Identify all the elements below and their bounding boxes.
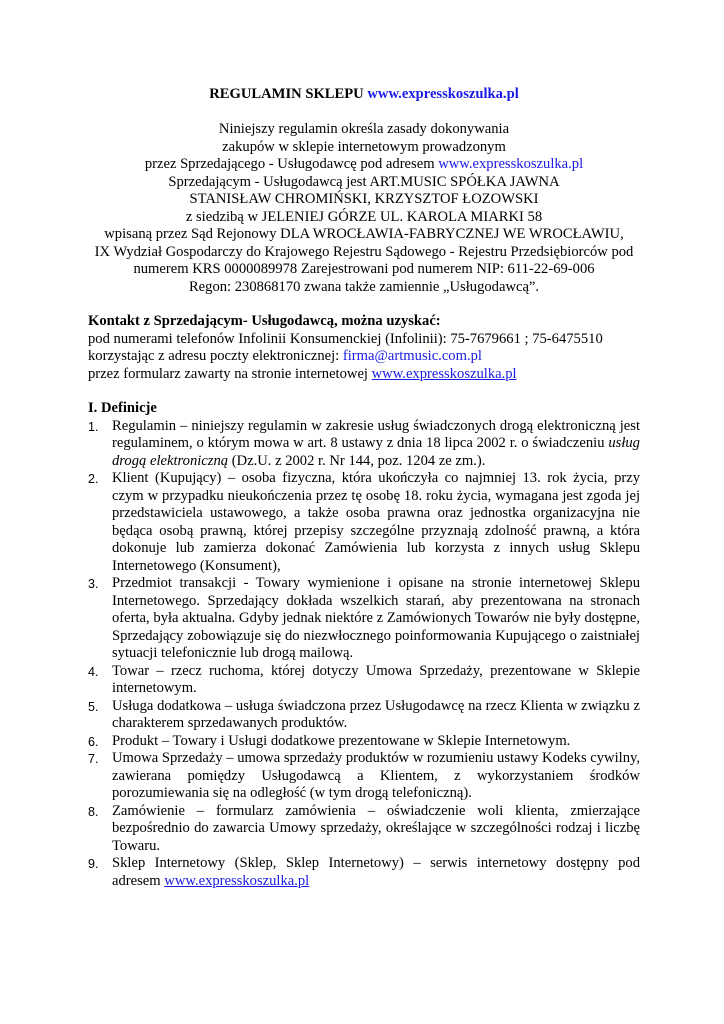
list-item-number: 2. [88, 472, 99, 486]
list-item-number: 8. [88, 804, 99, 819]
contact-email-text: korzystając z adresu poczty elektronicznej: [88, 348, 340, 364]
list-item [88, 418, 640, 471]
contact-form-text: przez formularz zawarty na stronie internetowej [88, 365, 368, 382]
intro-line-3 [88, 156, 640, 174]
intro-line-7: wpisaną przez Sąd Rejonowy DLA WROCŁAWIA-FABRYCZNEJ WE WROCŁAWIU, [104, 226, 624, 242]
intro-shop-link[interactable]: www.expresskoszulka.pl [438, 156, 584, 172]
intro-line-10: Regon: 230868170 zwana także zamiennie „Usługodawcą”. [188, 278, 540, 295]
intro-line-5: STANISŁAW CHROMIŃSKI, KRZYSZTOF ŁOZOWSKI [189, 191, 539, 207]
intro-line-2: zakupów w sklepie internetowym prowadzonym [222, 138, 506, 155]
list-item-text: Zamówienie – formularz zamówienia – oświadczenie woli klienta, zmierzające bezpośrednio do zawarcia Umowy sprzedaży, określające w szczególności rodzaj i liczbę Towaru. [112, 802, 640, 854]
contact-email-line [88, 348, 640, 366]
list-item-text: Klient (Kupujący) – osoba fizyczna, która ukończyła co najmniej 13. rok życia, przy czym w przypadku nieukończenia przez tę osobę 18. roku życia, wymagana jest zgoda jej przedstawiciela ustawowego, a także osoba prawna oraz jednostka organizacyjna nie będąca osobą prawną, której przepisy szczególne przyznają zdolność prawną, a która dokonuje lub zamierza dokonać Zamówienia lub korzysta z innych usług Sklepu Internetowego (Konsument), [112, 470, 640, 574]
contact-form-link[interactable]: www.expresskoszulka.pl [371, 365, 517, 382]
list-item-italic: usług drogą elektroniczną [112, 435, 640, 469]
intro-line-4: Sprzedającym - Usługodawcą jest ART.MUSIC SPÓŁKA JAWNA [168, 173, 560, 190]
list-item-number: 3. [88, 577, 99, 591]
list-item [88, 575, 640, 663]
intro-line-1: Niniejszy regulamin określa zasady dokonywania [218, 121, 510, 137]
intro-line-6: z siedzibą w JELENIEJ GÓRZE UL. KAROLA MIARKI 58 [185, 208, 543, 225]
definitions-list [88, 418, 640, 891]
list-item-text: Regulamin – niniejszy regulamin w zakresie usług świadczonych drogą elektroniczną jest regulaminem, o którym mowa w art. 8 ustawy z dnia 18 lipca 2002 r. o świadczeniu [112, 417, 640, 451]
list-item [88, 698, 640, 733]
contact-phone-line: pod numerami telefonów Infolinii Konsumenckiej (Infolinii): 75-7679661 ; 75-6475510 [88, 330, 603, 347]
list-item-number: 5. [88, 699, 99, 714]
title-text: REGULAMIN SKLEPU [209, 86, 364, 102]
list-item-number: 6. [88, 734, 99, 749]
list-item-text: Sklep Internetowy (Sklep, Sklep Internetowy) – serwis internetowy dostępny pod adresem [112, 855, 640, 889]
list-item [88, 855, 640, 890]
list-item [88, 803, 640, 856]
list-item-number: 7. [88, 752, 99, 766]
list-item-number: 4. [88, 664, 99, 679]
document-title [88, 86, 640, 104]
list-item-text: Umowa Sprzedaży – umowa sprzedaży produktów w rozumieniu ustawy Kodeks cywilny, zawierana pomiędzy Usługodawcą a Klientem, z wykorzystaniem środków porozumiewania się na odległość (w tym drogą telefoniczną). [112, 750, 640, 801]
list-item-text-after: (Dz.U. z 2002 r. Nr 144, poz. 1204 ze zm.). [231, 452, 486, 469]
list-item [88, 750, 640, 803]
list-item [88, 470, 640, 575]
intro-line-8: IX Wydział Gospodarczy do Krajowego Rejestru Sądowego - Rejestru Przedsiębiorców pod [94, 243, 634, 260]
contact-block [88, 313, 640, 383]
contact-form-line [88, 366, 640, 384]
list-item-text: Towar – rzecz ruchoma, której dotyczy Umowa Sprzedaży, prezentowane w Sklepie internetowym. [112, 662, 640, 696]
intro-block [88, 121, 640, 296]
title-link[interactable]: www.expresskoszulka.pl [367, 86, 519, 102]
shop-address-link[interactable]: www.expresskoszulka.pl [164, 872, 310, 889]
list-item-number: 9. [88, 857, 99, 871]
document-page [88, 86, 640, 890]
definitions-heading: I. Definicje [88, 400, 157, 416]
list-item [88, 733, 640, 751]
list-item-number: 1. [88, 419, 99, 434]
list-item-text: Produkt – Towary i Usługi dodatkowe prezentowane w Sklepie Internetowym. [112, 732, 571, 749]
list-item [88, 663, 640, 698]
contact-heading: Kontakt z Sprzedającym- Usługodawcą, można uzyskać: [88, 313, 441, 329]
contact-email-link[interactable]: firma@artmusic.com.pl [342, 348, 482, 364]
list-item-text: Przedmiot transakcji - Towary wymienione i opisane na stronie internetowej Sklepu Internetowego. Sprzedający dokłada wszelkich starań, aby prezentowana na stronach oferta, była aktualna. Gdyby jednak niektóre z Zamówionych Towarów nie były dostępne, Sprzedający zobowiązuje się do niezwłocznego poinformowania Kupującego o zaistniałej sytuacji telefonicznie lub drogą mailową. [112, 575, 640, 661]
list-item-text: Usługa dodatkowa – usługa świadczona przez Usługodawcę na rzecz Klienta w związku z charakterem sprzedawanych produktów. [112, 697, 640, 731]
intro-line-9: numerem KRS 0000089978 Zarejestrowani pod numerem NIP: 611-22-69-006 [133, 261, 595, 277]
intro-line-3-text: przez Sprzedającego - Usługodawcę pod adresem [144, 156, 435, 172]
